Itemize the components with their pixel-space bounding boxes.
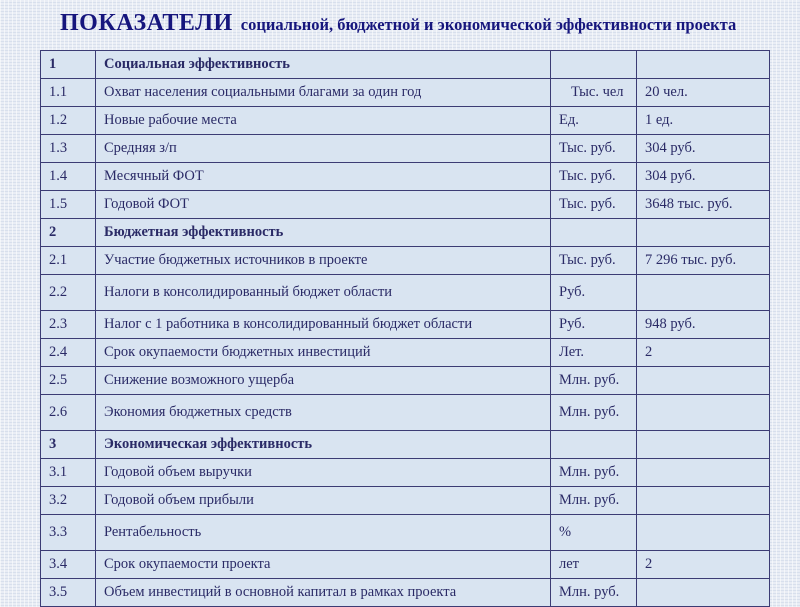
row-value-cell: 3648 тыс. руб. <box>637 191 770 219</box>
row-num-cell: 1.2 <box>41 107 96 135</box>
row-value-cell <box>637 51 770 79</box>
row-num-cell: 2.4 <box>41 339 96 367</box>
row-value-cell <box>637 367 770 395</box>
row-num-cell: 3 <box>41 431 96 459</box>
table-row <box>41 367 770 395</box>
table-row <box>41 579 770 607</box>
row-name-cell: Охват населения социальными благами за один год <box>96 79 551 107</box>
row-value-cell: 2 <box>637 551 770 579</box>
row-name-cell: Новые рабочие места <box>96 107 551 135</box>
row-unit-cell: Млн. руб. <box>551 395 637 431</box>
row-name-cell: Срок окупаемости проекта <box>96 551 551 579</box>
row-unit-cell: Руб. <box>551 275 637 311</box>
row-num-cell: 3.5 <box>41 579 96 607</box>
row-num-cell: 3.4 <box>41 551 96 579</box>
table-row-section <box>41 51 770 79</box>
row-name-cell: Рентабельность <box>96 515 551 551</box>
row-num-cell: 1.5 <box>41 191 96 219</box>
row-value-cell <box>637 487 770 515</box>
row-value-cell <box>637 395 770 431</box>
row-unit-cell: лет <box>551 551 637 579</box>
table-row <box>41 551 770 579</box>
row-name-cell: Бюджетная эффективность <box>96 219 551 247</box>
row-unit-cell: Тыс. чел <box>551 79 637 107</box>
row-name-cell: Годовой ФОТ <box>96 191 551 219</box>
row-unit-cell <box>551 51 637 79</box>
row-value-cell <box>637 459 770 487</box>
row-name-cell: Годовой объем выручки <box>96 459 551 487</box>
row-num-cell: 2.3 <box>41 311 96 339</box>
row-num-cell: 1.4 <box>41 163 96 191</box>
row-value-cell: 304 руб. <box>637 135 770 163</box>
row-name-cell: Объем инвестиций в основной капитал в рамках проекта <box>96 579 551 607</box>
row-num-cell: 3.3 <box>41 515 96 551</box>
row-unit-cell: Тыс. руб. <box>551 163 637 191</box>
table-row <box>41 339 770 367</box>
row-name-cell: Снижение возможного ущерба <box>96 367 551 395</box>
table-row <box>41 107 770 135</box>
table-row <box>41 311 770 339</box>
row-num-cell: 2.1 <box>41 247 96 275</box>
page-title-subtext: социальной, бюджетной и экономической эффективности проекта <box>240 15 737 34</box>
row-unit-cell: Руб. <box>551 311 637 339</box>
row-value-cell <box>637 275 770 311</box>
row-value-cell <box>637 219 770 247</box>
row-num-cell: 1 <box>41 51 96 79</box>
row-unit-cell: Лет. <box>551 339 637 367</box>
row-unit-cell: Млн. руб. <box>551 487 637 515</box>
row-num-cell: 2.6 <box>41 395 96 431</box>
row-name-cell: Срок окупаемости бюджетных инвестиций <box>96 339 551 367</box>
table-row <box>41 247 770 275</box>
row-unit-cell: Млн. руб. <box>551 579 637 607</box>
table-row <box>41 275 770 311</box>
row-value-cell: 2 <box>637 339 770 367</box>
table-row <box>41 191 770 219</box>
row-num-cell: 1.1 <box>41 79 96 107</box>
row-value-cell: 304 руб. <box>637 163 770 191</box>
row-name-cell: Средняя з/п <box>96 135 551 163</box>
row-num-cell: 3.2 <box>41 487 96 515</box>
row-name-cell: Налог с 1 работника в консолидированный бюджет области <box>96 311 551 339</box>
row-num-cell: 2.2 <box>41 275 96 311</box>
row-value-cell <box>637 579 770 607</box>
row-num-cell: 2.5 <box>41 367 96 395</box>
row-name-cell: Социальная эффективность <box>96 51 551 79</box>
row-value-cell: 948 руб. <box>637 311 770 339</box>
row-unit-cell: Тыс. руб. <box>551 191 637 219</box>
indicators-table <box>40 50 770 607</box>
table-row <box>41 487 770 515</box>
row-unit-cell <box>551 431 637 459</box>
row-unit-cell <box>551 219 637 247</box>
row-num-cell: 2 <box>41 219 96 247</box>
row-value-cell <box>637 431 770 459</box>
page-title <box>60 10 736 37</box>
table-row-section <box>41 219 770 247</box>
row-unit-cell: Млн. руб. <box>551 367 637 395</box>
row-name-cell: Годовой объем прибыли <box>96 487 551 515</box>
row-unit-cell: Ед. <box>551 107 637 135</box>
row-value-cell <box>637 515 770 551</box>
row-name-cell: Налоги в консолидированный бюджет области <box>96 275 551 311</box>
row-unit-cell: Млн. руб. <box>551 459 637 487</box>
row-value-cell: 7 296 тыс. руб. <box>637 247 770 275</box>
page-title-main: ПОКАЗАТЕЛИ <box>60 10 233 36</box>
row-value-cell: 1 ед. <box>637 107 770 135</box>
row-unit-cell: Тыс. руб. <box>551 247 637 275</box>
row-name-cell: Участие бюджетных источников в проекте <box>96 247 551 275</box>
row-name-cell: Экономия бюджетных средств <box>96 395 551 431</box>
table-row <box>41 395 770 431</box>
row-unit-cell: % <box>551 515 637 551</box>
table-row <box>41 79 770 107</box>
row-value-cell: 20 чел. <box>637 79 770 107</box>
row-name-cell: Месячный ФОТ <box>96 163 551 191</box>
table-row <box>41 515 770 551</box>
table-row <box>41 459 770 487</box>
table-row <box>41 163 770 191</box>
row-name-cell: Экономическая эффективность <box>96 431 551 459</box>
row-unit-cell: Тыс. руб. <box>551 135 637 163</box>
row-num-cell: 3.1 <box>41 459 96 487</box>
table-row <box>41 135 770 163</box>
row-num-cell: 1.3 <box>41 135 96 163</box>
table-row-section <box>41 431 770 459</box>
